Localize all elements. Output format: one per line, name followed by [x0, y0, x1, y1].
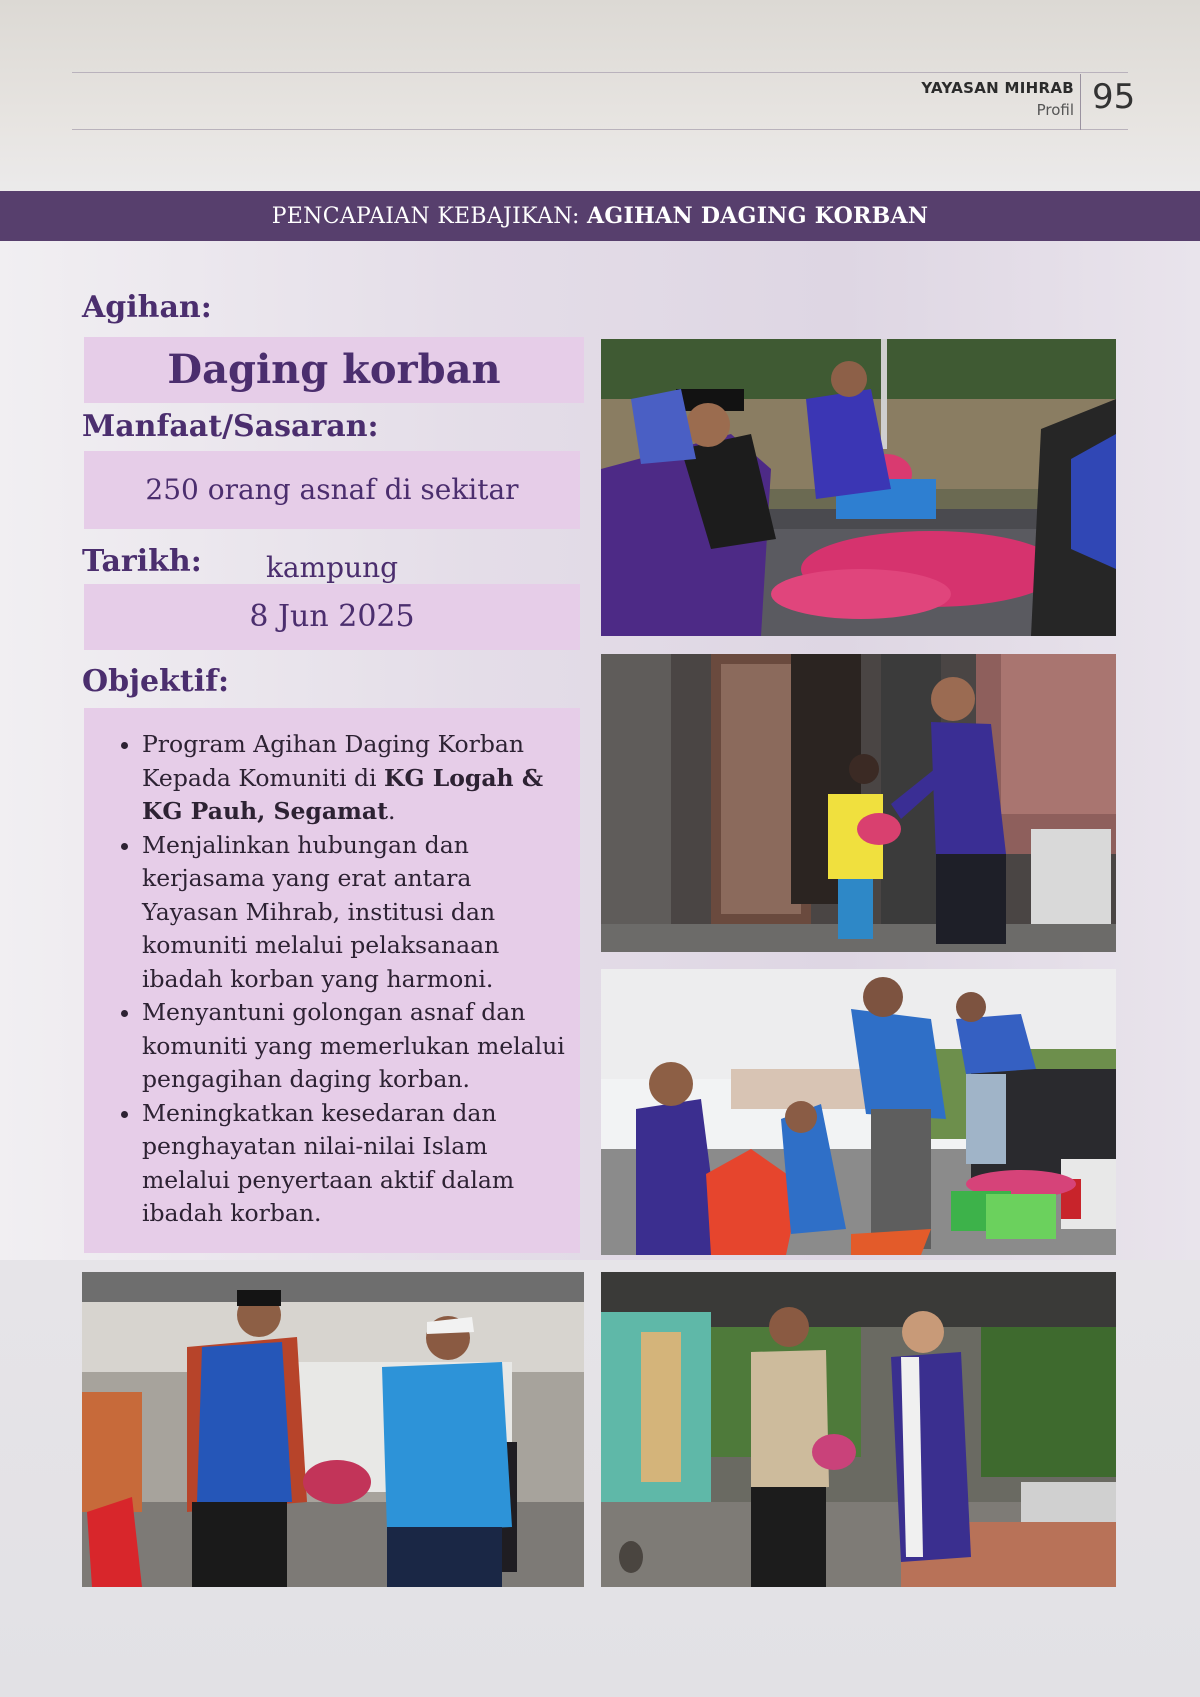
objektif-label: Objektif: — [82, 664, 230, 699]
objective-item: • Menjalinkan hubungan dan kerjasama yang erat antara Yayasan Mihrab, institusi dan komuniti melalui pelaksanaan ibadah korban yang harmoni. — [142, 829, 570, 997]
photo-child-receiving — [601, 654, 1116, 952]
banner-emphasis: AGIHAN DAGING KORBAN — [586, 203, 929, 229]
agihan-label: Agihan: — [82, 290, 212, 325]
photo-meat-packing — [601, 339, 1116, 636]
tarikh-value: 8 Jun 2025 — [84, 584, 580, 650]
photo-village-handover — [601, 1272, 1116, 1587]
section-banner — [0, 191, 1200, 241]
banner-prefix: PENCAPAIAN KEBAJIKAN: — [271, 204, 587, 229]
tarikh-label: Tarikh: — [82, 544, 202, 579]
objective-box — [84, 708, 580, 1253]
photo-roadside-distribution — [601, 969, 1116, 1255]
manfaat-label: Manfaat/Sasaran: — [82, 409, 379, 444]
header-top-rule — [72, 72, 1128, 73]
page-number: 95 — [1092, 77, 1136, 117]
agihan-value: Daging korban — [84, 337, 584, 403]
objective-item: • Meningkatkan kesedaran dan penghayatan nilai-nilai Islam melalui penyertaan aktif dalam ibadah korban. — [142, 1097, 570, 1231]
manfaat-value: 250 orang asnaf di sekitar kampung — [84, 451, 580, 529]
objective-list — [84, 708, 580, 1231]
header-divider — [1080, 74, 1081, 130]
section-name: Profil — [1036, 101, 1074, 119]
photo-canopy-handover — [82, 1272, 584, 1587]
header-background — [0, 0, 1200, 200]
publisher-name: YAYASAN MIHRAB — [921, 79, 1074, 97]
objective-item: • Program Agihan Daging Korban Kepada Komuniti di KG Logah & KG Pauh, Segamat. — [142, 728, 570, 829]
objective-item: • Menyantuni golongan asnaf dan komuniti yang memerlukan melalui pengagihan daging korban. — [142, 996, 570, 1097]
header-bottom-rule — [72, 129, 1128, 130]
